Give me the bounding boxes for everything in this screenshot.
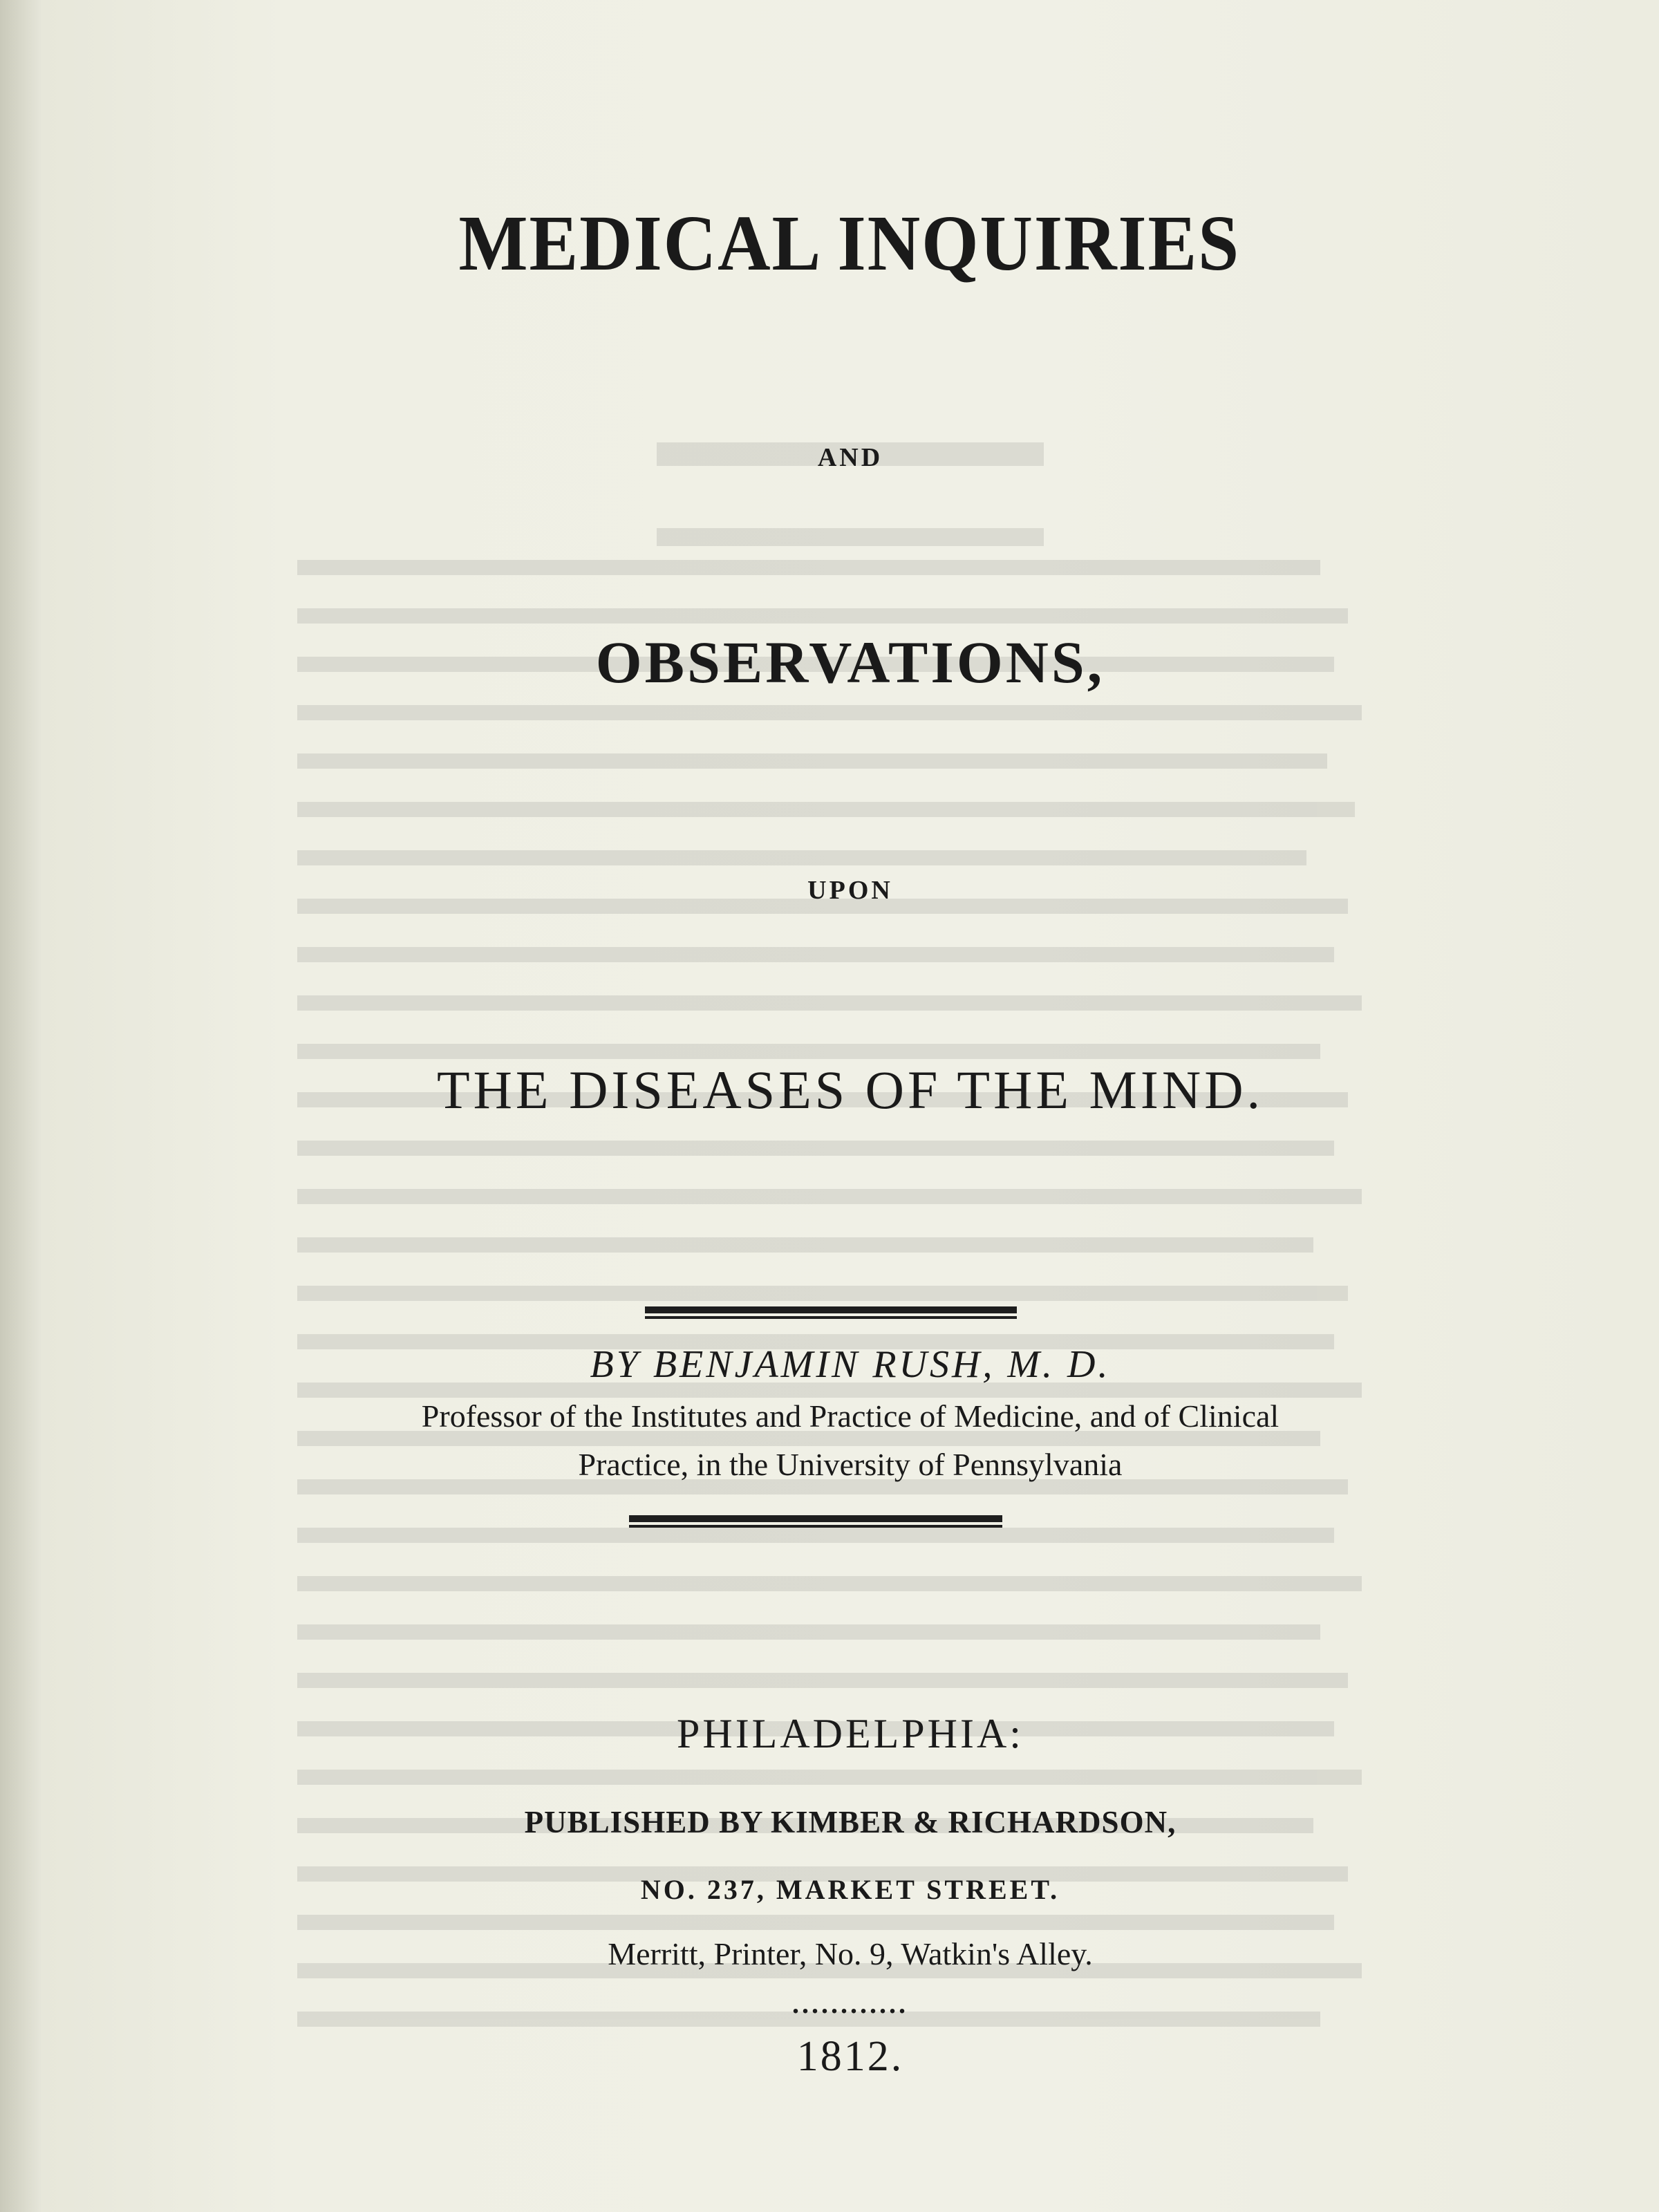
preposition-text: UPON xyxy=(807,876,893,905)
imprint-year: 1812. xyxy=(796,2033,904,2080)
double-rule-bottom xyxy=(629,1515,1002,1528)
double-rule-top xyxy=(645,1306,1017,1319)
imprint-printer: Merritt, Printer, No. 9, Watkin's Alley. xyxy=(608,1936,1093,1971)
imprint-publisher: PUBLISHED BY KIMBER & RICHARDSON, xyxy=(524,1805,1177,1839)
main-title: MEDICAL INQUIRIES xyxy=(458,199,1240,287)
author-line: BY BENJAMIN RUSH, M. D. xyxy=(590,1343,1111,1386)
subtitle: OBSERVATIONS, xyxy=(595,629,1105,695)
affiliation-line-2: Practice, in the University of Pennsylvania xyxy=(578,1447,1123,1482)
dotted-ornament: ............ xyxy=(792,1988,908,2019)
affiliation-line-1: Professor of the Institutes and Practice of Medicine, and of Clinical xyxy=(421,1398,1280,1434)
topic-title: THE DISEASES OF THE MIND. xyxy=(436,1060,1264,1120)
book-gutter xyxy=(0,0,41,2212)
conjunction-text: AND xyxy=(817,443,883,472)
imprint-address: NO. 237, MARKET STREET. xyxy=(640,1874,1060,1905)
imprint-city: PHILADELPHIA: xyxy=(677,1711,1024,1756)
